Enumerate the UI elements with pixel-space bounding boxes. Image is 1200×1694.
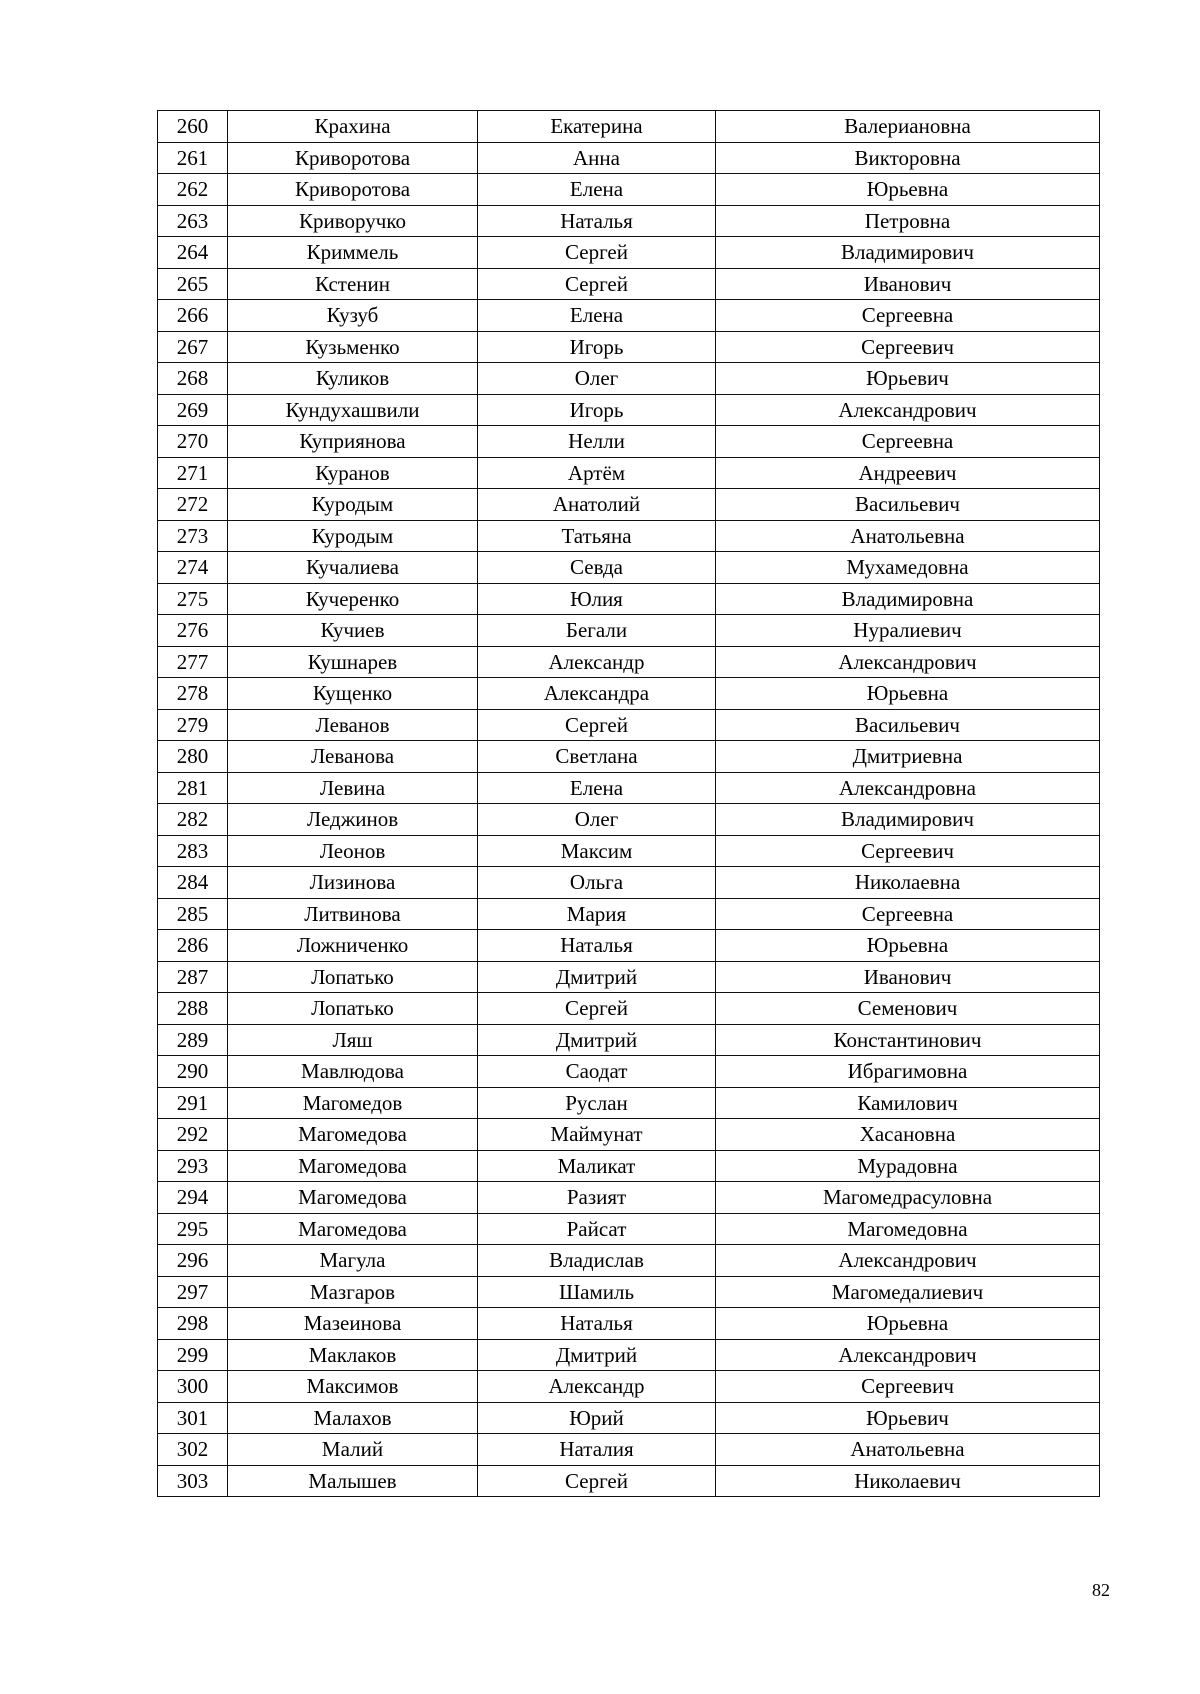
patronymic-cell: Нуралиевич bbox=[716, 615, 1100, 647]
table-row bbox=[158, 331, 1100, 363]
last-name-cell: Маклаков bbox=[228, 1339, 478, 1371]
patronymic-cell: Сергеевич bbox=[716, 1371, 1100, 1403]
last-name-cell: Леванов bbox=[228, 709, 478, 741]
row-number-cell: 272 bbox=[158, 489, 228, 521]
page-number: 82 bbox=[1092, 1580, 1110, 1600]
patronymic-cell: Мурадовна bbox=[716, 1150, 1100, 1182]
table-row bbox=[158, 993, 1100, 1025]
row-number-cell: 289 bbox=[158, 1024, 228, 1056]
table-row bbox=[158, 867, 1100, 899]
patronymic-cell: Николаевич bbox=[716, 1465, 1100, 1497]
first-name-cell: Ольга bbox=[478, 867, 716, 899]
row-number-cell: 265 bbox=[158, 268, 228, 300]
row-number-cell: 288 bbox=[158, 993, 228, 1025]
first-name-cell: Сергей bbox=[478, 993, 716, 1025]
patronymic-cell: Константинович bbox=[716, 1024, 1100, 1056]
last-name-cell: Леонов bbox=[228, 835, 478, 867]
patronymic-cell: Ибрагимовна bbox=[716, 1056, 1100, 1088]
table-row bbox=[158, 835, 1100, 867]
first-name-cell: Наталья bbox=[478, 930, 716, 962]
first-name-cell: Маймунат bbox=[478, 1119, 716, 1151]
last-name-cell: Куприянова bbox=[228, 426, 478, 458]
patronymic-cell: Сергеевна bbox=[716, 898, 1100, 930]
table-row bbox=[158, 646, 1100, 678]
last-name-cell: Кушнарев bbox=[228, 646, 478, 678]
table-row bbox=[158, 174, 1100, 206]
first-name-cell: Артём bbox=[478, 457, 716, 489]
first-name-cell: Юрий bbox=[478, 1402, 716, 1434]
patronymic-cell: Семенович bbox=[716, 993, 1100, 1025]
patronymic-cell: Дмитриевна bbox=[716, 741, 1100, 773]
last-name-cell: Кущенко bbox=[228, 678, 478, 710]
table-row bbox=[158, 1339, 1100, 1371]
table-row bbox=[158, 1371, 1100, 1403]
last-name-cell: Кундухашвили bbox=[228, 394, 478, 426]
patronymic-cell: Сергеевна bbox=[716, 426, 1100, 458]
first-name-cell: Екатерина bbox=[478, 111, 716, 143]
last-name-cell: Малий bbox=[228, 1434, 478, 1466]
table-row bbox=[158, 552, 1100, 584]
row-number-cell: 282 bbox=[158, 804, 228, 836]
first-name-cell: Елена bbox=[478, 300, 716, 332]
patronymic-cell: Анатольевна bbox=[716, 1434, 1100, 1466]
first-name-cell: Светлана bbox=[478, 741, 716, 773]
first-name-cell: Олег bbox=[478, 804, 716, 836]
first-name-cell: Анна bbox=[478, 142, 716, 174]
table-row bbox=[158, 1276, 1100, 1308]
patronymic-cell: Юрьевна bbox=[716, 930, 1100, 962]
row-number-cell: 275 bbox=[158, 583, 228, 615]
row-number-cell: 296 bbox=[158, 1245, 228, 1277]
last-name-cell: Ляш bbox=[228, 1024, 478, 1056]
row-number-cell: 295 bbox=[158, 1213, 228, 1245]
last-name-cell: Криворучко bbox=[228, 205, 478, 237]
row-number-cell: 291 bbox=[158, 1087, 228, 1119]
roster-table bbox=[157, 110, 1100, 1497]
row-number-cell: 268 bbox=[158, 363, 228, 395]
last-name-cell: Магомедова bbox=[228, 1119, 478, 1151]
last-name-cell: Кстенин bbox=[228, 268, 478, 300]
last-name-cell: Максимов bbox=[228, 1371, 478, 1403]
row-number-cell: 293 bbox=[158, 1150, 228, 1182]
last-name-cell: Лопатько bbox=[228, 993, 478, 1025]
table-row bbox=[158, 426, 1100, 458]
first-name-cell: Сергей bbox=[478, 237, 716, 269]
row-number-cell: 294 bbox=[158, 1182, 228, 1214]
last-name-cell: Литвинова bbox=[228, 898, 478, 930]
last-name-cell: Мазеинова bbox=[228, 1308, 478, 1340]
last-name-cell: Кучеренко bbox=[228, 583, 478, 615]
patronymic-cell: Александровна bbox=[716, 772, 1100, 804]
last-name-cell: Криммель bbox=[228, 237, 478, 269]
first-name-cell: Сергей bbox=[478, 1465, 716, 1497]
table-row bbox=[158, 457, 1100, 489]
patronymic-cell: Иванович bbox=[716, 961, 1100, 993]
row-number-cell: 292 bbox=[158, 1119, 228, 1151]
first-name-cell: Дмитрий bbox=[478, 1024, 716, 1056]
row-number-cell: 297 bbox=[158, 1276, 228, 1308]
row-number-cell: 271 bbox=[158, 457, 228, 489]
patronymic-cell: Сергеевич bbox=[716, 835, 1100, 867]
patronymic-cell: Магомедалиевич bbox=[716, 1276, 1100, 1308]
patronymic-cell: Александрович bbox=[716, 1339, 1100, 1371]
last-name-cell: Мазгаров bbox=[228, 1276, 478, 1308]
patronymic-cell: Мухамедовна bbox=[716, 552, 1100, 584]
row-number-cell: 263 bbox=[158, 205, 228, 237]
table-row bbox=[158, 678, 1100, 710]
patronymic-cell: Анатольевна bbox=[716, 520, 1100, 552]
table-row bbox=[158, 1119, 1100, 1151]
table-row bbox=[158, 394, 1100, 426]
row-number-cell: 278 bbox=[158, 678, 228, 710]
last-name-cell: Куранов bbox=[228, 457, 478, 489]
first-name-cell: Нелли bbox=[478, 426, 716, 458]
table-row bbox=[158, 1465, 1100, 1497]
table-row bbox=[158, 772, 1100, 804]
first-name-cell: Наталья bbox=[478, 205, 716, 237]
table-row bbox=[158, 142, 1100, 174]
last-name-cell: Куродым bbox=[228, 489, 478, 521]
patronymic-cell: Хасановна bbox=[716, 1119, 1100, 1151]
table-row bbox=[158, 615, 1100, 647]
table-row bbox=[158, 237, 1100, 269]
first-name-cell: Александр bbox=[478, 1371, 716, 1403]
first-name-cell: Сергей bbox=[478, 709, 716, 741]
last-name-cell: Ложниченко bbox=[228, 930, 478, 962]
row-number-cell: 273 bbox=[158, 520, 228, 552]
first-name-cell: Юлия bbox=[478, 583, 716, 615]
first-name-cell: Александр bbox=[478, 646, 716, 678]
row-number-cell: 269 bbox=[158, 394, 228, 426]
patronymic-cell: Викторовна bbox=[716, 142, 1100, 174]
last-name-cell: Лопатько bbox=[228, 961, 478, 993]
table-row bbox=[158, 363, 1100, 395]
table-row bbox=[158, 1245, 1100, 1277]
table-row bbox=[158, 741, 1100, 773]
patronymic-cell: Юрьевна bbox=[716, 678, 1100, 710]
row-number-cell: 281 bbox=[158, 772, 228, 804]
patronymic-cell: Магомедрасуловна bbox=[716, 1182, 1100, 1214]
first-name-cell: Шамиль bbox=[478, 1276, 716, 1308]
row-number-cell: 280 bbox=[158, 741, 228, 773]
row-number-cell: 301 bbox=[158, 1402, 228, 1434]
row-number-cell: 267 bbox=[158, 331, 228, 363]
table-row bbox=[158, 1024, 1100, 1056]
table-row bbox=[158, 1402, 1100, 1434]
last-name-cell: Леджинов bbox=[228, 804, 478, 836]
last-name-cell: Кучалиева bbox=[228, 552, 478, 584]
last-name-cell: Крахина bbox=[228, 111, 478, 143]
table-row bbox=[158, 1308, 1100, 1340]
row-number-cell: 284 bbox=[158, 867, 228, 899]
row-number-cell: 283 bbox=[158, 835, 228, 867]
row-number-cell: 277 bbox=[158, 646, 228, 678]
first-name-cell: Игорь bbox=[478, 331, 716, 363]
first-name-cell: Анатолий bbox=[478, 489, 716, 521]
table-row bbox=[158, 1434, 1100, 1466]
first-name-cell: Дмитрий bbox=[478, 961, 716, 993]
first-name-cell: Маликат bbox=[478, 1150, 716, 1182]
row-number-cell: 299 bbox=[158, 1339, 228, 1371]
table-row bbox=[158, 1087, 1100, 1119]
last-name-cell: Мавлюдова bbox=[228, 1056, 478, 1088]
table-row bbox=[158, 898, 1100, 930]
patronymic-cell: Юрьевна bbox=[716, 174, 1100, 206]
first-name-cell: Сергей bbox=[478, 268, 716, 300]
row-number-cell: 290 bbox=[158, 1056, 228, 1088]
first-name-cell: Максим bbox=[478, 835, 716, 867]
row-number-cell: 279 bbox=[158, 709, 228, 741]
table-row bbox=[158, 1182, 1100, 1214]
first-name-cell: Саодат bbox=[478, 1056, 716, 1088]
patronymic-cell: Васильевич bbox=[716, 489, 1100, 521]
first-name-cell: Руслан bbox=[478, 1087, 716, 1119]
patronymic-cell: Сергеевич bbox=[716, 331, 1100, 363]
table-row bbox=[158, 961, 1100, 993]
row-number-cell: 276 bbox=[158, 615, 228, 647]
patronymic-cell: Владимирович bbox=[716, 237, 1100, 269]
roster-table-body bbox=[158, 111, 1100, 1497]
table-row bbox=[158, 205, 1100, 237]
last-name-cell: Магомедова bbox=[228, 1213, 478, 1245]
table-row bbox=[158, 489, 1100, 521]
last-name-cell: Магомедова bbox=[228, 1150, 478, 1182]
patronymic-cell: Александрович bbox=[716, 646, 1100, 678]
patronymic-cell: Александрович bbox=[716, 1245, 1100, 1277]
last-name-cell: Куликов bbox=[228, 363, 478, 395]
patronymic-cell: Петровна bbox=[716, 205, 1100, 237]
first-name-cell: Игорь bbox=[478, 394, 716, 426]
row-number-cell: 298 bbox=[158, 1308, 228, 1340]
first-name-cell: Наталья bbox=[478, 1308, 716, 1340]
table-row bbox=[158, 111, 1100, 143]
last-name-cell: Лизинова bbox=[228, 867, 478, 899]
patronymic-cell: Александрович bbox=[716, 394, 1100, 426]
row-number-cell: 303 bbox=[158, 1465, 228, 1497]
first-name-cell: Дмитрий bbox=[478, 1339, 716, 1371]
patronymic-cell: Андреевич bbox=[716, 457, 1100, 489]
patronymic-cell: Николаевна bbox=[716, 867, 1100, 899]
last-name-cell: Малахов bbox=[228, 1402, 478, 1434]
last-name-cell: Магула bbox=[228, 1245, 478, 1277]
table-row bbox=[158, 1213, 1100, 1245]
first-name-cell: Елена bbox=[478, 174, 716, 206]
row-number-cell: 286 bbox=[158, 930, 228, 962]
first-name-cell: Разият bbox=[478, 1182, 716, 1214]
table-row bbox=[158, 930, 1100, 962]
table-row bbox=[158, 1056, 1100, 1088]
patronymic-cell: Магомедовна bbox=[716, 1213, 1100, 1245]
row-number-cell: 261 bbox=[158, 142, 228, 174]
row-number-cell: 266 bbox=[158, 300, 228, 332]
first-name-cell: Бегали bbox=[478, 615, 716, 647]
row-number-cell: 270 bbox=[158, 426, 228, 458]
last-name-cell: Криворотова bbox=[228, 174, 478, 206]
last-name-cell: Магомедов bbox=[228, 1087, 478, 1119]
first-name-cell: Александра bbox=[478, 678, 716, 710]
first-name-cell: Райсат bbox=[478, 1213, 716, 1245]
last-name-cell: Левина bbox=[228, 772, 478, 804]
table-row bbox=[158, 804, 1100, 836]
last-name-cell: Кузуб bbox=[228, 300, 478, 332]
row-number-cell: 274 bbox=[158, 552, 228, 584]
table-row bbox=[158, 1150, 1100, 1182]
patronymic-cell: Юрьевич bbox=[716, 363, 1100, 395]
patronymic-cell: Юрьевна bbox=[716, 1308, 1100, 1340]
first-name-cell: Татьяна bbox=[478, 520, 716, 552]
table-row bbox=[158, 520, 1100, 552]
row-number-cell: 300 bbox=[158, 1371, 228, 1403]
table-row bbox=[158, 268, 1100, 300]
patronymic-cell: Владимировна bbox=[716, 583, 1100, 615]
last-name-cell: Куродым bbox=[228, 520, 478, 552]
last-name-cell: Кузьменко bbox=[228, 331, 478, 363]
row-number-cell: 262 bbox=[158, 174, 228, 206]
row-number-cell: 285 bbox=[158, 898, 228, 930]
first-name-cell: Севда bbox=[478, 552, 716, 584]
first-name-cell: Олег bbox=[478, 363, 716, 395]
row-number-cell: 302 bbox=[158, 1434, 228, 1466]
patronymic-cell: Иванович bbox=[716, 268, 1100, 300]
patronymic-cell: Камилович bbox=[716, 1087, 1100, 1119]
row-number-cell: 287 bbox=[158, 961, 228, 993]
first-name-cell: Владислав bbox=[478, 1245, 716, 1277]
last-name-cell: Малышев bbox=[228, 1465, 478, 1497]
last-name-cell: Кучиев bbox=[228, 615, 478, 647]
table-row bbox=[158, 583, 1100, 615]
patronymic-cell: Юрьевич bbox=[716, 1402, 1100, 1434]
first-name-cell: Елена bbox=[478, 772, 716, 804]
last-name-cell: Криворотова bbox=[228, 142, 478, 174]
patronymic-cell: Сергеевна bbox=[716, 300, 1100, 332]
table-row bbox=[158, 709, 1100, 741]
table-row bbox=[158, 300, 1100, 332]
row-number-cell: 264 bbox=[158, 237, 228, 269]
last-name-cell: Магомедова bbox=[228, 1182, 478, 1214]
row-number-cell: 260 bbox=[158, 111, 228, 143]
patronymic-cell: Валериановна bbox=[716, 111, 1100, 143]
patronymic-cell: Владимирович bbox=[716, 804, 1100, 836]
last-name-cell: Леванова bbox=[228, 741, 478, 773]
first-name-cell: Наталия bbox=[478, 1434, 716, 1466]
patronymic-cell: Васильевич bbox=[716, 709, 1100, 741]
first-name-cell: Мария bbox=[478, 898, 716, 930]
